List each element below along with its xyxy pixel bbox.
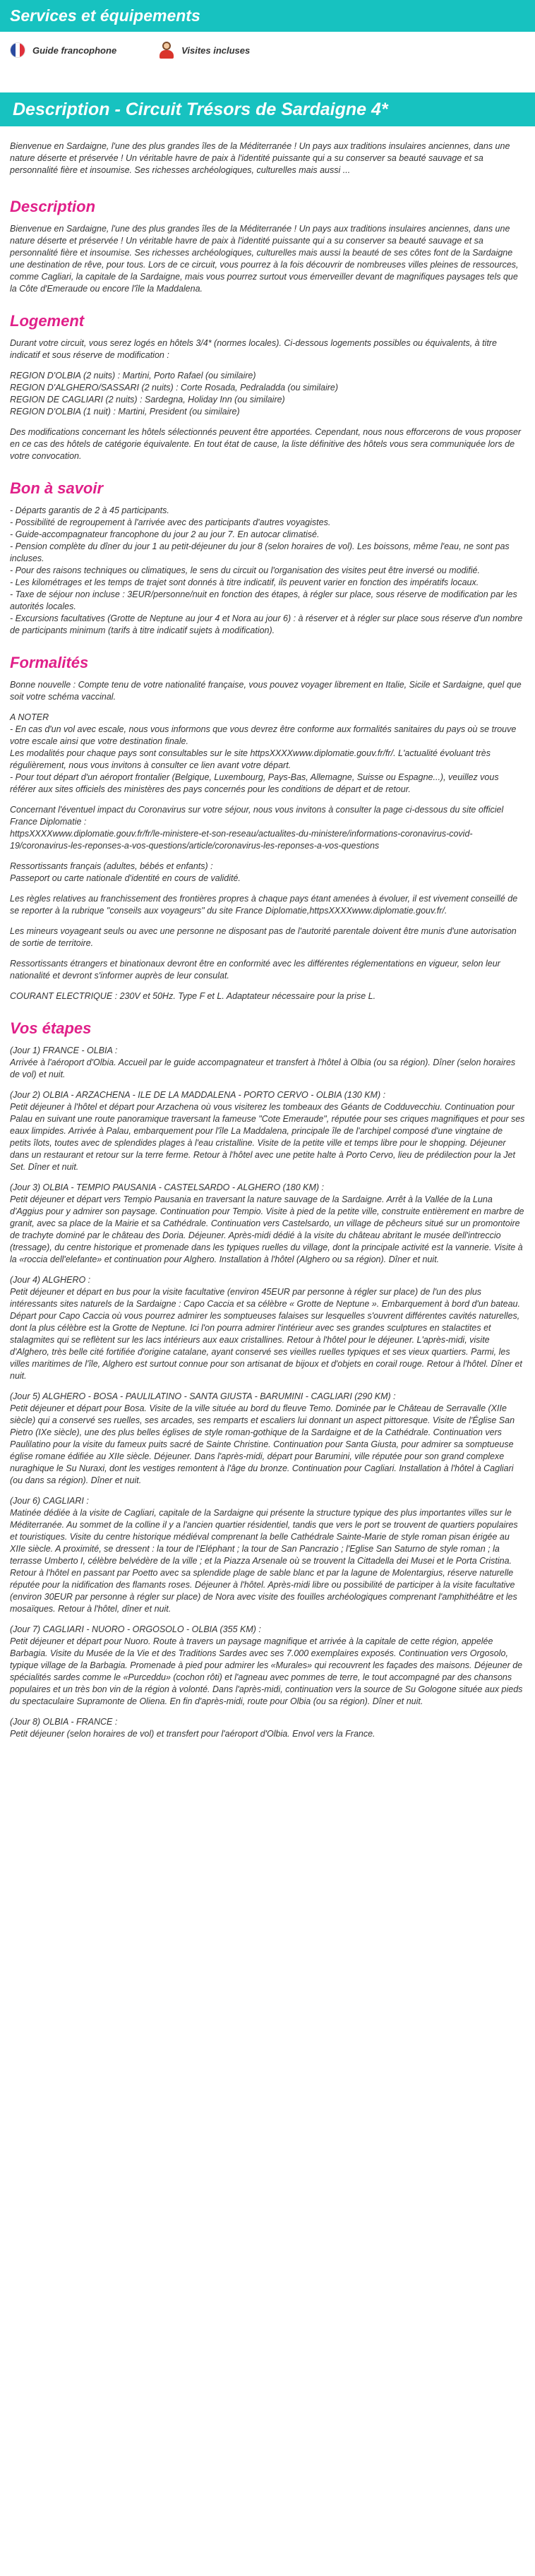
etape-day-2: (Jour 2) OLBIA - ARZACHENA - ILE DE LA MADDALENA - PORTO CERVO - OLBIA (130 KM) : Petit déjeuner à l'hôtel et départ pour Arzachena où vous visiterez les tombeaux des Géants de Codduvecchiu. Continuation pour Palau en suivant une route panoramique traversant la fameuse "Cote Emeraude", réputée pour ses criques magnifiques et pour ses eaux limpides. Arrivée à Palau, embarquement pour l'île La Maddalena, principale île de l'archipel composé d'une vingtaine de petits îlots, toutes avec de splendides plages à l'eau cristalline. Visite de la petite ville et temps libre pour le shopping. Déjeuner dans un restaurant et retour sur la terre ferme. Retour à l'hôtel avec une petite halte à Porto Cervo, lieu de prédilection pour la Jet Set. Dîner et nuit. (10, 1090, 525, 1172)
french-flag-icon (10, 42, 25, 58)
logement-paragraph: Durant votre circuit, vous serez logés en hôtels 3/4* (normes locales). Ci-dessous logements possibles ou équivalents, à titre indicatif et sous réserve de modification : (10, 338, 497, 360)
description-header: Description - Circuit Trésors de Sardaigne 4* (0, 92, 535, 126)
section-formalites (10, 654, 525, 1002)
section-title: Vos étapes (10, 1019, 92, 1037)
formalites-paragraph: Bonne nouvelle : Compte tenu de votre nationalité française, vous pouvez voyager librement en Italie, Sicile et Sardaigne, quel que soit votre schéma vaccinal. (10, 680, 522, 702)
intro-text: Bienvenue en Sardaigne, l'une des plus grandes îles de la Méditerranée ! Un pays aux traditions insulaires anciennes, dans une nature déserte et préservée ! Un véritable havre de paix à l'identité puissante qui a su conserver sa beauté sauvage et sa personnalité fière et insoumise. Ses richesses archéologiques, culturelles mais aussi ... (10, 141, 510, 175)
formalites-paragraph: Les mineurs voyageant seuls ou avec une personne ne disposant pas de l'autorité parentale doivent être munis d'une autorisation de sortie de territoire. (10, 926, 517, 948)
description-text: Bienvenue en Sardaigne, l'une des plus grandes îles de la Méditerranée ! Un pays aux traditions insulaires anciennes, dans une nature déserte et préservée ! Un véritable havre de paix à l'identité puissante qui a su conserver sa beauté sauvage et sa personnalité fière et insoumise. Ses richesses archéologiques, culturelles mais aussi la beauté de ses côtes font de la Sardaigne une destination de rêve, pour tous. Lors de ce circuit, vous pourrez à la fois découvrir de nombreuses villes pleines de ressources, comme Cagliari, la capitale de la Sardaigne, mais vous pourrez surtout vous émerveiller devant de magnifiques paysages tels que la Côte d'Emeraude ou encore l'île la Maddalena. (10, 224, 519, 294)
bon-a-savoir-text: - Départs garantis de 2 à 45 participants. - Possibilité de regroupement à l'arrivée avec des participants d'autres voyagistes. - Guide-accompagnateur francophone du jour 2 au jour 7. En autocar climatisé. - Pension complète du dîner du jour 1 au petit-déjeuner du jour 8 (selon horaires de vol). Les boissons, même l'eau, ne sont pas incluses. - Pour des raisons techniques ou climatiques, le sens du circuit ou l'organisation des visites peut être inversé ou modifié. - Les kilométrages et les temps de trajet sont donnés à titre indicatif, ils peuvent varier en fonction des impératifs locaux. - Taxe de séjour non incluse : 3EUR/personne/nuit en fonction des étapes, à régler sur place, sous réserve de modification par les autorités locales. - Excursions facultatives (Grotte de Neptune au jour 4 et Nora au jour 6) : à réserver et à régler sur place sous réserve d'un nombre de participants minimum (tarifs à titre indicatif sujets à modification). (10, 505, 523, 635)
section-bon-a-savoir (10, 479, 525, 637)
logement-paragraph: Des modifications concernant les hôtels sélectionnés peuvent être apportées. Cependant, nous nous efforcerons de vous proposer en ce cas des hôtels de catégorie équivalente. En tout état de cause, la liste définitive des hôtels vous sera communiquée lors de votre convocation. (10, 427, 522, 461)
etape-day-5: (Jour 5) ALGHERO - BOSA - PAULILATINO - SANTA GIUSTA - BARUMINI - CAGLIARI (290 KM) : Petit déjeuner et départ pour Bosa. Visite de la ville située au bord du fleuve Temo. Dominée par le Château de Serravalle (XIIe siècle) qui a conservé ses ruelles, ses arcades, ses remparts et escaliers lui donnant un aspect pittoresque. Visite de l'Église San Pietro (IXe siècle), une des plus belles églises de style roman-gothique de la Sardaigne et de la Cathédrale. Continuation vers Paulilatino pour la visite du fameux puits sacré de Sainte Christine. Continuation pour Santa Giusta, pour admirer sa somptueuse église romane édifiée au XIIe siècle. Déjeuner. Dans l'après-midi, départ pour Barumini, ville réputée pour son grand complexe nuraghique le Su Nuraxi, dont les vestiges remontent à l'âge du bronze. Continuation pour Cagliari. Installation à l'hôtel à Cagliari (ou dans sa région). Dîner et nuit. (10, 1391, 515, 1485)
service-visits (159, 42, 250, 59)
formalites-paragraph: Ressortissants français (adultes, bébés et enfants) : Passeport ou carte nationale d'identité en cours de validité. (10, 861, 241, 883)
section-title: Description (10, 198, 96, 215)
etape-day-3: (Jour 3) OLBIA - TEMPIO PAUSANIA - CASTELSARDO - ALGHERO (180 KM) : Petit déjeuner et départ vers Tempio Pausania en traversant la nature sauvage de la Sardaigne. Arrêt à la Vallée de la Luna d'Aggius pour y admirer son paysage. Continuation pour Tempio. Visite à pied de la petite ville, construite entièrement en marbre de granit, avec sa place de la Mairie et sa Cathédrale. Continuation vers Castelsardo, un village de pêcheurs situé sur un promontoire de trachyte dominé par le château des Doria. Déjeuner. Après-midi dédié à la visite du château abritant le musée dell'intreccio (tressage), du centre historique et promenade dans les typiques ruelles du village, dont la principale activité est la vannerie. Visite à la «roccia dell'elefante» et continuation pour Alghero. Installation à l'hôtel (Alghero ou sa région). Dîner et nuit. (10, 1182, 524, 1264)
formalites-paragraph: A NOTER - En cas d'un vol avec escale, nous vous informons que vous devrez être conforme aux formalités sanitaires du pays où se trouve votre escale ainsi que votre destination finale. Les modalités pour chaque pays sont consultables sur le site httpsXXXXwww.diplomatie.gouv.fr/fr/. L'actualité évoluant très régulièrement, nous vous invitons à consulter ce lien avant votre départ. - Pour tout départ d'un aéroport frontalier (Belgique, Luxembourg, Pays-Bas, Allemagne, Suisse ou Espagne...), veuillez vous référer aux sites officiels des ministères des pays concernés pour les conditions de départ et de retour. (10, 712, 517, 794)
etape-day-7: (Jour 7) CAGLIARI - NUORO - ORGOSOLO - OLBIA (355 KM) : Petit déjeuner et départ pour Nuoro. Route à travers un paysage magnifique et arrivée à la capitale de cette région, appelée Barbagia. Visite du Musée de la Vie et des Traditions Sardes avec ses 7.000 exemplaires exposés. Continuation vers Orgosolo, typique village de la Barbagia. Promenade à pied pour admirer les «Murales» qui recouvrent les façades des maisons. Déjeuner de spécialités sardes comme le «Purceddu» (cochon rôti) et l'agneau avec pommes de terre, le tout accompagné par des chansons populaires et un très bon vin de la région à volonté. Dans l'après-midi, continuation vers la source de Su Gologone située aux pieds du spectaculaire Supramonte de Oliena. En fin d'après-midi, route pour Olbia (ou sa région). Dîner et nuit. (10, 1624, 523, 1706)
formalites-paragraph: COURANT ELECTRIQUE : 230V et 50Hz. Type F et L. Adaptateur nécessaire pour la prise L. (10, 991, 376, 1001)
logement-hotels: REGION D'OLBIA (2 nuits) : Martini, Porto Rafael (ou similaire) REGION D'ALGHERO/SASSARI (2 nuits) : Corte Rosada, Pedraladda (ou similaire) REGION DE CAGLIARI (2 nuits) : Sardegna, Holiday Inn (ou similaire) REGION D'OLBIA (1 nuit) : Martini, President (ou similaire) (10, 371, 339, 417)
section-logement (10, 312, 525, 462)
formalites-paragraph: Les règles relatives au franchissement des frontières propres à chaque pays étant amenées à évoluer, il est vivement conseillé de se reporter à la rubrique "conseils aux voyageurs" du site France Diplomatie,httpsXXXXwww.diplomatie.gouv.fr/. (10, 894, 518, 916)
formalites-paragraph: Ressortissants étrangers et binationaux devront être en conformité avec les différentes réglementations en vigueur, selon leur nationalité et devront s'informer auprès de leur consulat. (10, 959, 500, 981)
section-vos-etapes (10, 1019, 525, 1740)
services-list (0, 32, 535, 68)
service-guide (10, 42, 116, 58)
section-title: Formalités (10, 654, 89, 671)
etape-day-4: (Jour 4) ALGHERO : Petit déjeuner et départ en bus pour la visite facultative (environ 45EUR par personne à régler sur place) de l'un des plus intéressants sites naturels de la Sardaigne : Capo Caccia et sa célèbre « Grotte de Neptune ». Embarquement à bord d'un bateau. Départ pour Capo Caccia où vous pourrez admirer les somptueuses falaises sur lesquelles s'ouvrent différentes cavités naturelles, dont la plus célèbre est la Grotte de Neptune. Ici l'on pourra admirer l'intérieur avec ses grandes sculptures en stalactites et stalagmites qui se reflètent sur les lacs intérieurs aux eaux cristallines. Retour à l'hôtel pour le déjeuner. L'après-midi, visite d'Alghero, très belle cité fortifiée d'origine catalane, ayant conservé ses vieilles ruelles typiques et ses vieux quartiers. Parmi, les villes maritimes de l'île, Alghero est surtout connue pour son artisanat de bijoux et d'objets en corail rouge. Retour à l'hôtel. Dîner et nuit. (10, 1275, 522, 1381)
service-guide-label: Guide francophone (32, 44, 117, 56)
person-icon (159, 42, 174, 59)
section-title: Bon à savoir (10, 479, 104, 497)
section-description (10, 198, 525, 295)
etape-day-8: (Jour 8) OLBIA - FRANCE : Petit déjeuner (selon horaires de vol) et transfert pour l'aéroport d'Olbia. Envol vers la France. (10, 1717, 375, 1739)
etape-day-1: (Jour 1) FRANCE - OLBIA : Arrivée à l'aéroport d'Olbia. Accueil par le guide accompagnateur et transfert à l'hôtel à Olbia (ou sa région). Dîner (selon horaires de vol) et nuit. (10, 1046, 516, 1079)
services-header: Services et équipements (0, 0, 535, 32)
main-content (0, 140, 535, 1740)
section-title: Logement (10, 312, 85, 330)
formalites-paragraph: Concernant l'éventuel impact du Coronavirus sur votre séjour, nous vous invitons à consulter la page ci-dessous du site officiel France Diplomatie : httpsXXXXwww.diplomatie.gouv.fr/fr/le-ministere-et-son-reseau/actualites-du-ministere/informations-coronavirus-covid-19/coronavirus-les-reponses-a-vos-questions/article/coronavirus-les-reponses-a-vos-questions (10, 805, 504, 851)
etape-day-6: (Jour 6) CAGLIARI : Matinée dédiée à la visite de Cagliari, capitale de la Sardaigne qui présente la structure typique des plus importantes villes sur le Méditerranée. Au sommet de la colline il y a l'ancien quartier résidentiel, tandis que vers le port se trouvent de quartiers populaires et touristiques. Visite du centre historique médiéval comprenant la belle Cathédrale Sainte-Marie de style roman pisan érigée au XIIe siècle. A proximité, se dressent : la tour de l'Eléphant ; la tour de San Pancrazio ; l'Eglise San Saturno de style roman ; la terrasse Umberto I, célèbre belvédère de la ville ; et la Piazza Arsenale où se trouvent la Cittadella dei Musei et le Porta Cristina. Retour à l'hôtel en passant par Poetto avec sa splendide plage de sable blanc et par la lagune de Molentargius, réserve naturelle réputée pour la nidification des flamants roses. Déjeuner à l'hôtel. Après-midi libre ou possibilité de participer à la visite facultative (environ 30EUR par personne à régler sur place) de Nora avec visite des fouilles archéologiques comprenant l'amphithéâtre et les mosaïques. Retour à l'hôtel, dîner et nuit. (10, 1496, 518, 1614)
service-visits-label: Visites incluses (181, 44, 251, 56)
